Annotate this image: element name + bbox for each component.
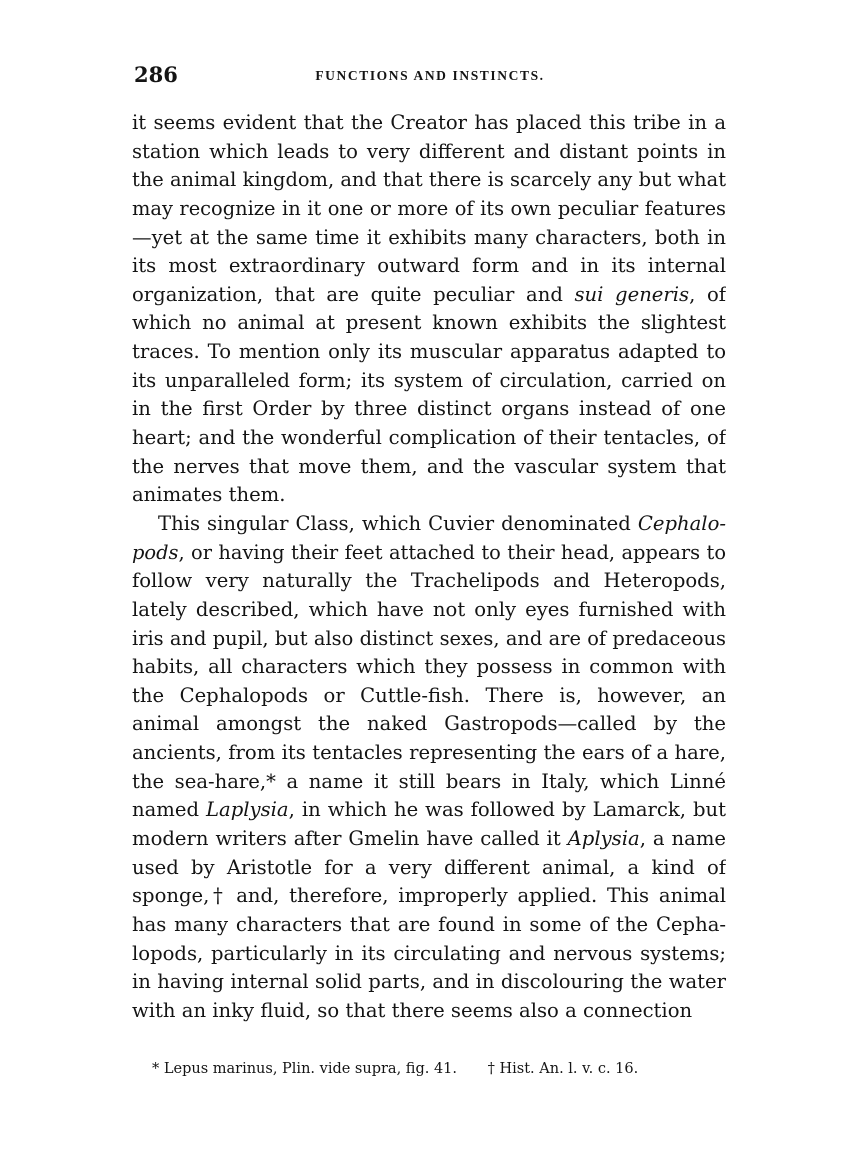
text-segment: heart; and the wonderful complication of their tentacles, of	[132, 426, 726, 450]
text-line	[132, 195, 726, 224]
page-number: 286	[134, 62, 178, 87]
text-segment: named	[132, 798, 207, 822]
text-line	[132, 138, 726, 167]
text-line	[132, 682, 726, 711]
footnotes	[152, 1061, 712, 1077]
text-line	[132, 453, 726, 482]
text-line	[132, 510, 726, 539]
text-segment: its unparalleled form; its system of circulation, carried on	[132, 368, 726, 392]
text-segment: the sea-hare,* a name it still bears in Italy, which Linné	[132, 769, 726, 793]
text-segment: the Cephalopods or Cuttle-fish. There is, however, an	[132, 683, 726, 707]
text-segment: in the first Order by three distinct organs instead of one	[132, 397, 726, 421]
text-line	[132, 625, 726, 654]
paragraph	[132, 109, 726, 510]
text-segment: This singular Class, which Cuvier denominated	[158, 511, 638, 535]
text-line	[132, 309, 726, 338]
text-segment: its most extraordinary outward form and in its internal	[132, 254, 726, 278]
text-line	[132, 281, 726, 310]
text-segment: station which leads to very different and distant points in	[132, 139, 726, 163]
text-segment: follow very naturally the Trachelipods and Heteropods,	[132, 569, 726, 593]
text-segment: organization, that are quite peculiar and	[132, 282, 575, 306]
text-line	[132, 567, 726, 596]
text-line	[132, 968, 726, 997]
text-segment: , of	[689, 282, 726, 306]
page-header	[134, 62, 726, 92]
text-line	[132, 395, 726, 424]
text-line	[132, 710, 726, 739]
text-line	[132, 539, 726, 568]
text-line	[132, 940, 726, 969]
text-line	[132, 997, 726, 1026]
text-segment: , in which he was followed by Lamarck, but	[288, 798, 726, 822]
text-segment: may recognize in it one or more of its own peculiar features	[132, 196, 726, 220]
italic-text: sui generis	[574, 282, 690, 306]
text-segment: modern writers after Gmelin have called it	[132, 827, 568, 851]
text-line	[132, 739, 726, 768]
italic-text: Cephalo-	[637, 511, 726, 535]
text-line	[132, 911, 726, 940]
body-text	[132, 109, 726, 1026]
text-segment: which no animal at present known exhibits the slightest	[132, 311, 726, 335]
text-segment: lopods, particularly in its circulating and nervous systems;	[132, 941, 726, 965]
text-segment: —yet at the same time it exhibits many characters, both in	[132, 225, 726, 249]
text-segment: habits, all characters which they possess in common with	[132, 655, 726, 679]
text-segment: used by Aristotle for a very different animal, a kind of	[132, 855, 726, 879]
text-segment: it seems evident that the Creator has placed this tribe in a	[132, 111, 726, 134]
text-segment: the nerves that move them, and the vascular system that	[132, 454, 726, 478]
text-line	[132, 252, 726, 281]
footnote: † Hist. An. l. v. c. 16.	[487, 1061, 639, 1077]
text-segment: , a name	[639, 827, 726, 851]
italic-text: Laplysia	[206, 798, 289, 822]
text-line	[132, 109, 726, 138]
text-segment: has many characters that are found in some of the Cepha-	[132, 912, 726, 936]
text-segment: ancients, from its tentacles representing the ears of a hare,	[132, 741, 726, 765]
paragraph	[132, 510, 726, 1026]
italic-text: Aplysia	[567, 827, 640, 851]
text-line	[132, 166, 726, 195]
footnote: * Lepus marinus, Plin. vide supra, fig. 41.	[152, 1061, 458, 1077]
text-segment: traces. To mention only its muscular apparatus adapted to	[132, 340, 726, 364]
text-segment: sponge,† and, therefore, improperly applied. This animal	[132, 884, 726, 908]
text-segment: in having internal solid parts, and in discolouring the water	[132, 970, 726, 994]
text-line	[132, 768, 726, 797]
text-segment: with an inky fluid, so that there seems also a connection	[132, 998, 693, 1022]
text-line	[132, 481, 726, 510]
text-line	[132, 653, 726, 682]
text-line	[132, 424, 726, 453]
text-line	[132, 796, 726, 825]
text-segment: animates them.	[132, 483, 286, 507]
text-line	[132, 825, 726, 854]
text-segment: , or having their feet attached to their head, appears to	[178, 540, 726, 564]
text-line	[132, 224, 726, 253]
text-line	[132, 882, 726, 911]
text-segment: iris and pupil, but also distinct sexes, and are of predaceous	[132, 626, 726, 650]
text-line	[132, 596, 726, 625]
running-title: FUNCTIONS AND INSTINCTS.	[315, 68, 545, 83]
text-line	[132, 854, 726, 883]
text-line	[132, 367, 726, 396]
text-segment: lately described, which have not only eyes furnished with	[132, 597, 726, 621]
italic-text: pods	[132, 540, 179, 564]
text-segment: animal amongst the naked Gastropods—called by the	[132, 712, 726, 736]
text-line	[132, 338, 726, 367]
text-segment: the animal kingdom, and that there is scarcely any but what	[132, 168, 726, 192]
